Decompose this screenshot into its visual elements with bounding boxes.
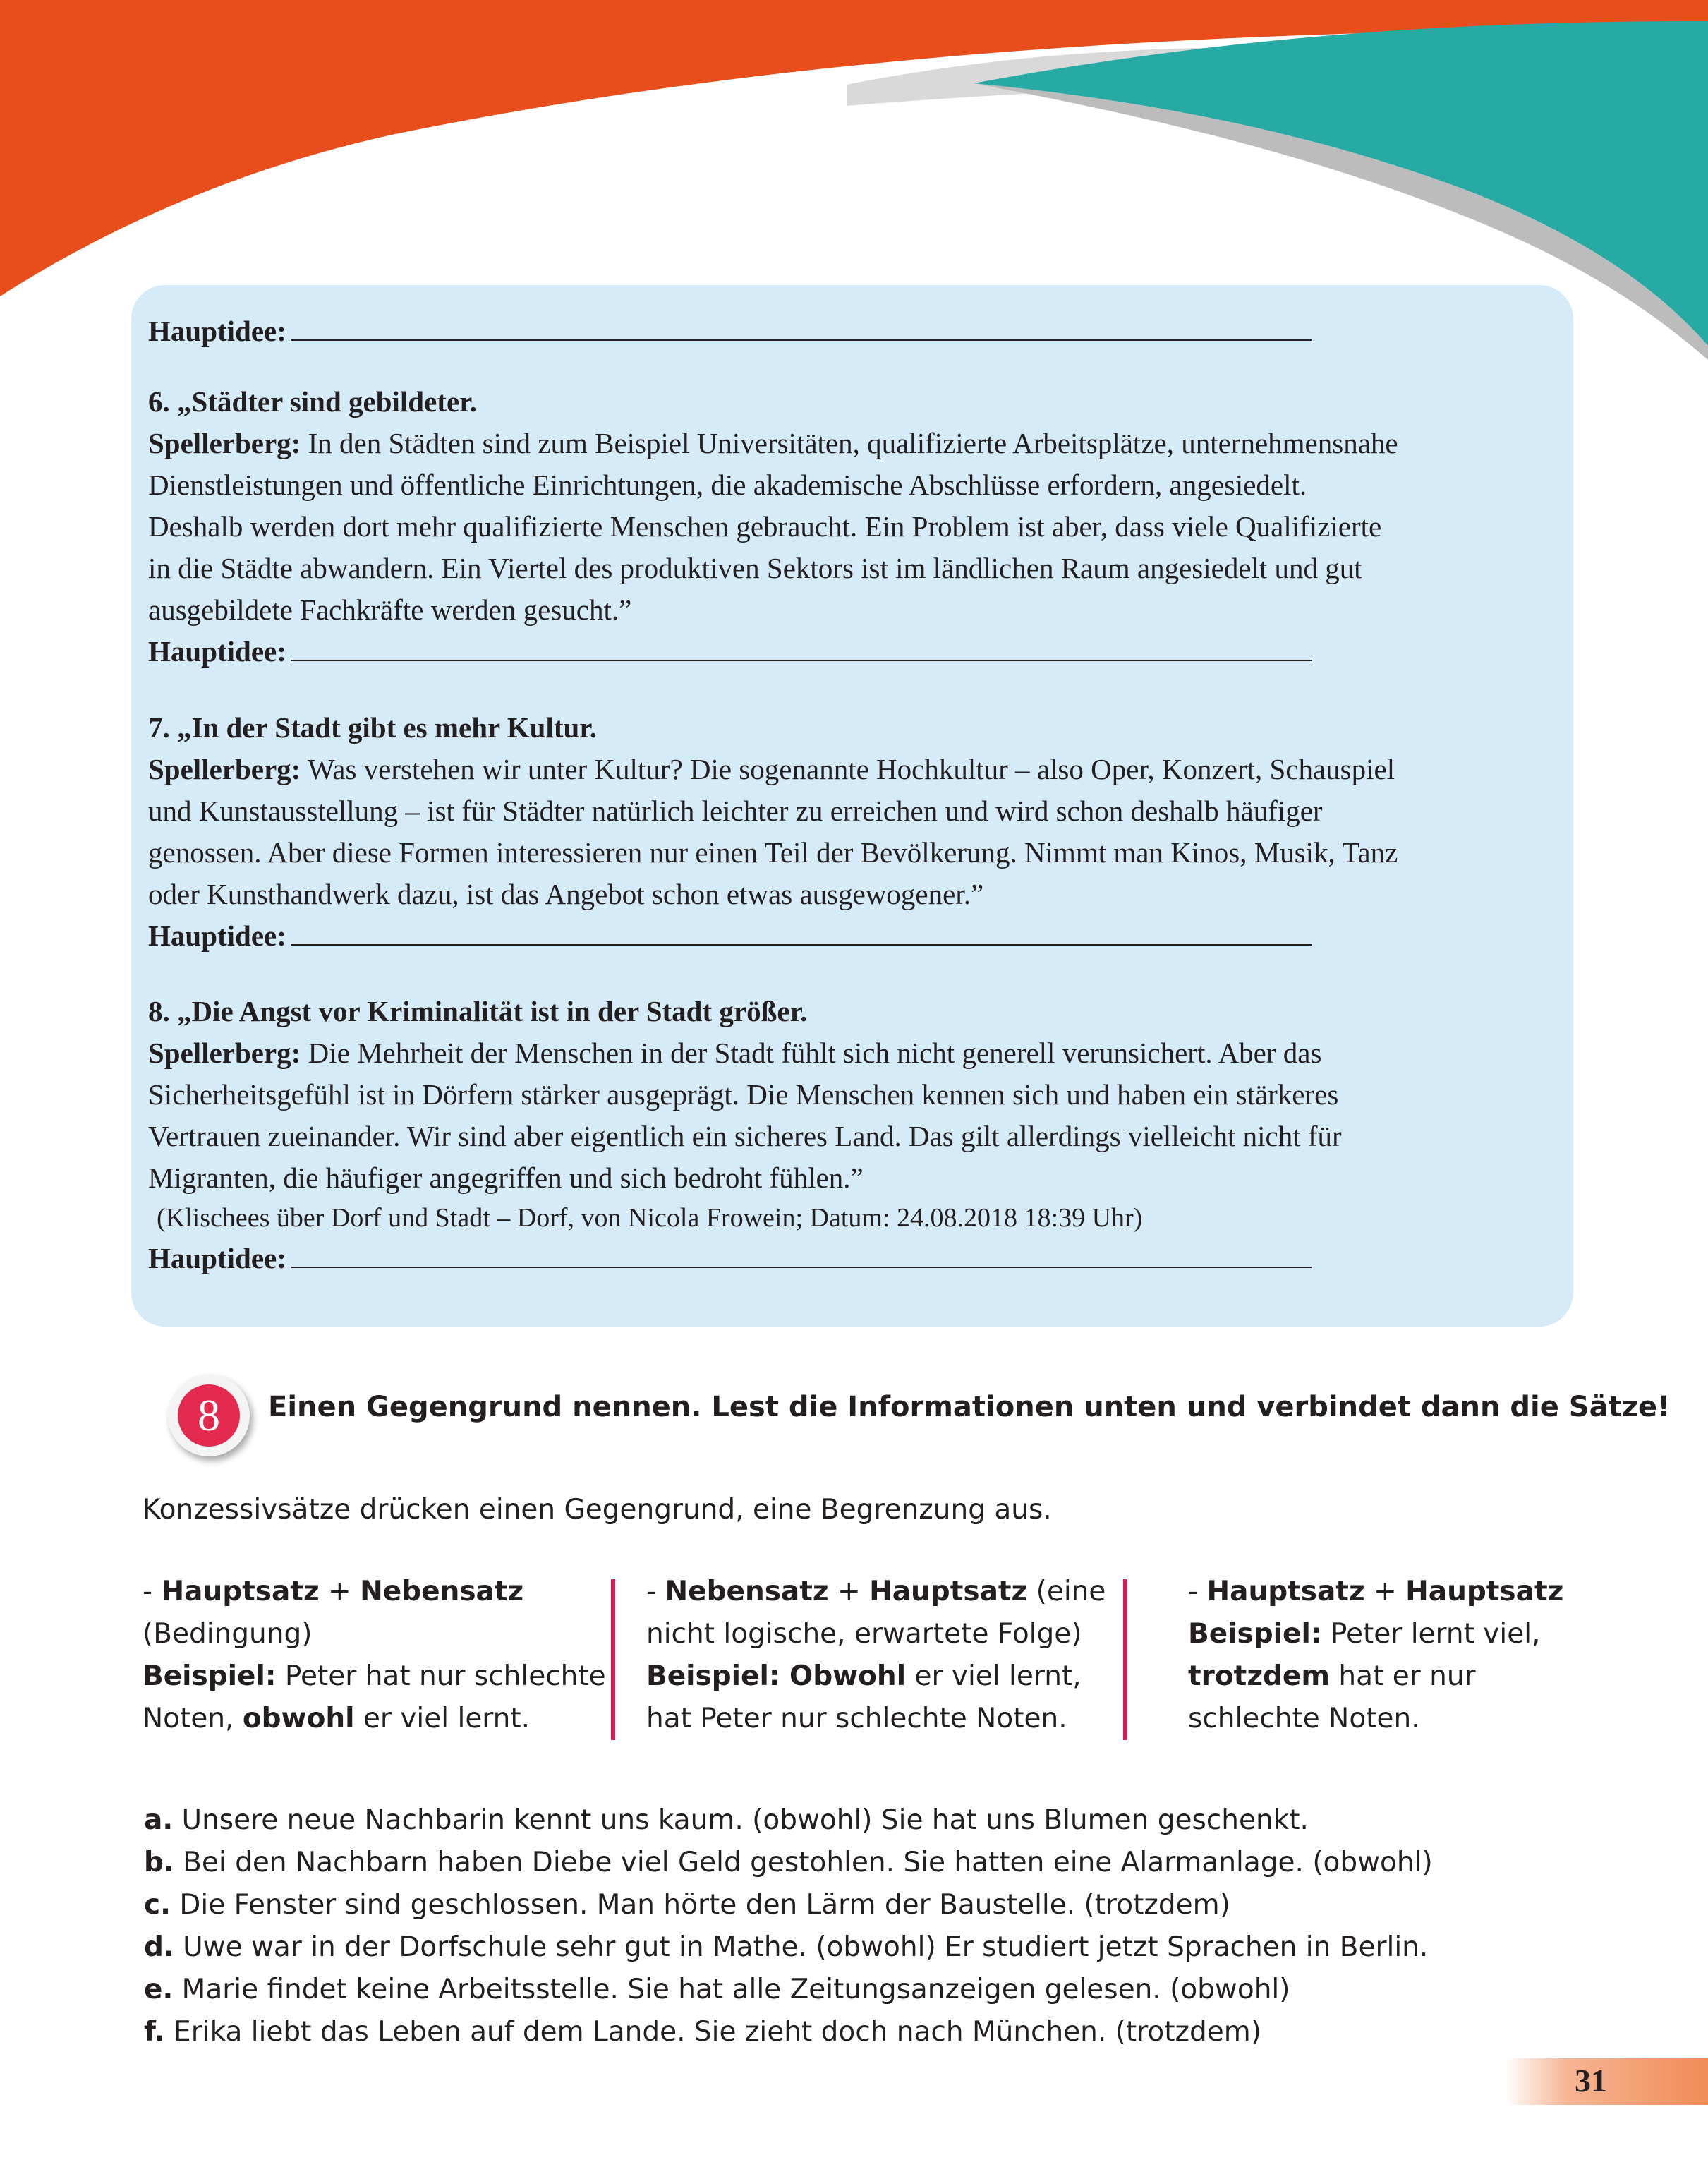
item-text: Uwe war in der Dorfschule sehr gut in Mathe. (obwohl) Er studiert jetzt Sprachen in Berlin. bbox=[174, 1931, 1429, 1963]
term-hauptsatz: Hauptsatz bbox=[1206, 1576, 1365, 1607]
section-7-line-1 bbox=[148, 749, 1395, 790]
col1-line-3 bbox=[143, 1655, 606, 1698]
exercise-item bbox=[144, 1842, 1433, 1884]
exercise-item bbox=[144, 1926, 1428, 1969]
section-7-line-3: genossen. Aber diese Formen interessieren nur einen Teil der Bevölkerung. Nimmt man Kinos, Musik, Tanz bbox=[148, 836, 1398, 869]
page-number: 31 bbox=[1575, 2063, 1607, 2099]
task-title: Einen Gegengrund nennen. Lest die Informationen unten und verbindet dann die Sätze! bbox=[268, 1391, 1671, 1423]
answer-line[interactable] bbox=[291, 943, 1312, 946]
col2-line-2: nicht logische, erwartete Folge) bbox=[646, 1618, 1082, 1650]
hauptidee-line-6 bbox=[148, 631, 1312, 672]
term-nebensatz: Nebensatz bbox=[360, 1576, 524, 1607]
item-letter: d. bbox=[144, 1931, 174, 1963]
item-letter: a. bbox=[144, 1804, 174, 1836]
column-divider bbox=[1123, 1579, 1127, 1740]
col3-line-4: schlechte Noten. bbox=[1188, 1703, 1420, 1734]
section-6-text: In den Städten sind zum Beispiel Universitäten, qualifizierte Arbeitsplätze, unternehmensnahe bbox=[308, 427, 1398, 459]
item-letter: c. bbox=[144, 1889, 171, 1921]
plus: + bbox=[1364, 1576, 1406, 1607]
item-text: Bei den Nachbarn haben Diebe viel Geld gestohlen. Sie hatten eine Alarmanlage. (obwohl) bbox=[174, 1847, 1433, 1878]
hauptidee-line-5 bbox=[148, 310, 1312, 352]
section-8-text: Die Mehrheit der Menschen in der Stadt fühlt sich nicht generell verunsichert. Aber das bbox=[308, 1037, 1322, 1069]
answer-line[interactable] bbox=[291, 339, 1312, 341]
note-text: (eine bbox=[1027, 1576, 1106, 1607]
example-text: hat er nur bbox=[1330, 1660, 1476, 1692]
hauptidee-line-8 bbox=[148, 1238, 1312, 1279]
item-text: Erika liebt das Leben auf dem Lande. Sie zieht doch nach München. (trotzdem) bbox=[164, 2016, 1261, 2048]
reading-panel bbox=[131, 285, 1573, 1327]
col3-line-2 bbox=[1188, 1613, 1563, 1655]
example-text: Noten, bbox=[143, 1703, 243, 1734]
term-hauptsatz: Hauptsatz bbox=[869, 1576, 1028, 1607]
item-letter: f. bbox=[144, 2016, 165, 2048]
col2-line-3 bbox=[646, 1655, 1106, 1698]
term-hauptsatz: Hauptsatz bbox=[161, 1576, 320, 1607]
plus: + bbox=[319, 1576, 361, 1607]
section-6-line-3: Deshalb werden dort mehr qualifizierte Menschen gebraucht. Ein Problem ist aber, dass viele Qualifizierte bbox=[148, 510, 1382, 543]
term-hauptsatz: Hauptsatz bbox=[1405, 1576, 1564, 1607]
example-text: Peter hat nur schlechte bbox=[276, 1660, 606, 1692]
column-divider bbox=[611, 1579, 615, 1740]
beispiel-label: Beispiel: bbox=[1188, 1618, 1322, 1650]
section-7-title: 7. „In der Stadt gibt es mehr Kultur. bbox=[148, 711, 597, 744]
section-8-line-2: Sicherheitsgefühl ist in Dörfern stärker ausgeprägt. Die Menschen kennen sich und haben ein stärkeres bbox=[148, 1078, 1339, 1111]
hauptidee-line-7 bbox=[148, 915, 1312, 957]
grammar-column-1 bbox=[143, 1571, 606, 1740]
hauptidee-label: Hauptidee: bbox=[148, 635, 286, 668]
example-text: Peter lernt viel, bbox=[1321, 1618, 1541, 1650]
col1-line-4 bbox=[143, 1698, 606, 1740]
section-6-title: 6. „Städter sind gebildeter. bbox=[148, 385, 477, 418]
dash: - bbox=[1188, 1576, 1207, 1607]
section-8-line-1 bbox=[148, 1032, 1321, 1074]
conjunction: trotzdem bbox=[1188, 1660, 1331, 1692]
speaker-label: Spellerberg: bbox=[148, 753, 301, 785]
hauptidee-label: Hauptidee: bbox=[148, 1242, 286, 1274]
exercise-item bbox=[144, 1884, 1230, 1926]
task-number: 8 bbox=[178, 1384, 240, 1447]
item-text: Marie findet keine Arbeitsstelle. Sie hat alle Zeitungsanzeigen gelesen. (obwohl) bbox=[173, 1974, 1290, 2005]
col1-line-2: (Bedingung) bbox=[143, 1618, 313, 1650]
grammar-column-3 bbox=[1188, 1571, 1563, 1740]
section-6-line-5: ausgebildete Fachkräfte werden gesucht.” bbox=[148, 593, 632, 626]
task-number-badge bbox=[168, 1375, 255, 1462]
beispiel-label: Beispiel: bbox=[143, 1660, 277, 1692]
grammar-column-2 bbox=[646, 1571, 1106, 1740]
section-7-line-2: und Kunstausstellung – ist für Städter natürlich leichter zu erreichen und wird schon deshalb häufiger bbox=[148, 795, 1323, 827]
answer-line[interactable] bbox=[291, 1266, 1312, 1268]
hauptidee-label: Hauptidee: bbox=[148, 919, 286, 952]
col3-line-1 bbox=[1188, 1571, 1563, 1613]
item-text: Die Fenster sind geschlossen. Man hörte den Lärm der Baustelle. (trotzdem) bbox=[170, 1889, 1230, 1921]
col3-line-3 bbox=[1188, 1655, 1563, 1698]
source-citation: (Klischees über Dorf und Stadt – Dorf, von Nicola Frowein; Datum: 24.08.2018 18:39 Uhr) bbox=[157, 1203, 1143, 1233]
example-text: er viel lernt. bbox=[354, 1703, 531, 1734]
section-7-line-4: oder Kunsthandwerk dazu, ist das Angebot schon etwas ausgewogener.” bbox=[148, 878, 984, 910]
term-nebensatz: Nebensatz bbox=[665, 1576, 829, 1607]
section-6-line-4: in die Städte abwandern. Ein Viertel des produktiven Sektors ist im ländlichen Raum angesiedelt und gut bbox=[148, 552, 1362, 584]
speaker-label: Spellerberg: bbox=[148, 427, 301, 459]
item-letter: b. bbox=[144, 1847, 174, 1878]
hauptidee-label: Hauptidee: bbox=[148, 315, 286, 347]
exercise-item bbox=[144, 1969, 1290, 2011]
col2-line-1 bbox=[646, 1571, 1106, 1613]
section-6-line-1 bbox=[148, 423, 1398, 464]
section-7-text: Was verstehen wir unter Kultur? Die sogenannte Hochkultur – also Oper, Konzert, Schauspiel bbox=[307, 753, 1395, 785]
task-intro: Konzessivsätze drücken einen Gegengrund, eine Begrenzung aus. bbox=[143, 1494, 1052, 1526]
section-8-line-3: Vertrauen zueinander. Wir sind aber eigentlich ein sicheres Land. Das gilt allerdings vielleicht nicht für bbox=[148, 1120, 1342, 1152]
conjunction: obwohl bbox=[242, 1703, 355, 1734]
dash: - bbox=[143, 1576, 162, 1607]
plus: + bbox=[828, 1576, 870, 1607]
speaker-label: Spellerberg: bbox=[148, 1037, 301, 1069]
example-text: er viel lernt, bbox=[906, 1660, 1082, 1692]
item-text: Unsere neue Nachbarin kennt uns kaum. (obwohl) Sie hat uns Blumen geschenkt. bbox=[173, 1804, 1309, 1836]
answer-line[interactable] bbox=[291, 659, 1312, 661]
dash: - bbox=[646, 1576, 665, 1607]
col2-line-4: hat Peter nur schlechte Noten. bbox=[646, 1703, 1067, 1734]
section-6-line-2: Dienstleistungen und öffentliche Einrichtungen, die akademische Abschlüsse erfordern, angesiedelt. bbox=[148, 469, 1307, 501]
beispiel-label: Beispiel: Obwohl bbox=[646, 1660, 907, 1692]
col1-line-1 bbox=[143, 1571, 606, 1613]
section-8-title: 8. „Die Angst vor Kriminalität ist in der Stadt größer. bbox=[148, 995, 808, 1027]
exercise-item bbox=[144, 2011, 1261, 2053]
exercise-item bbox=[144, 1799, 1309, 1842]
item-letter: e. bbox=[144, 1974, 174, 2005]
section-8-line-4: Migranten, die häufiger angegriffen und sich bedroht fühlen.” bbox=[148, 1161, 864, 1194]
